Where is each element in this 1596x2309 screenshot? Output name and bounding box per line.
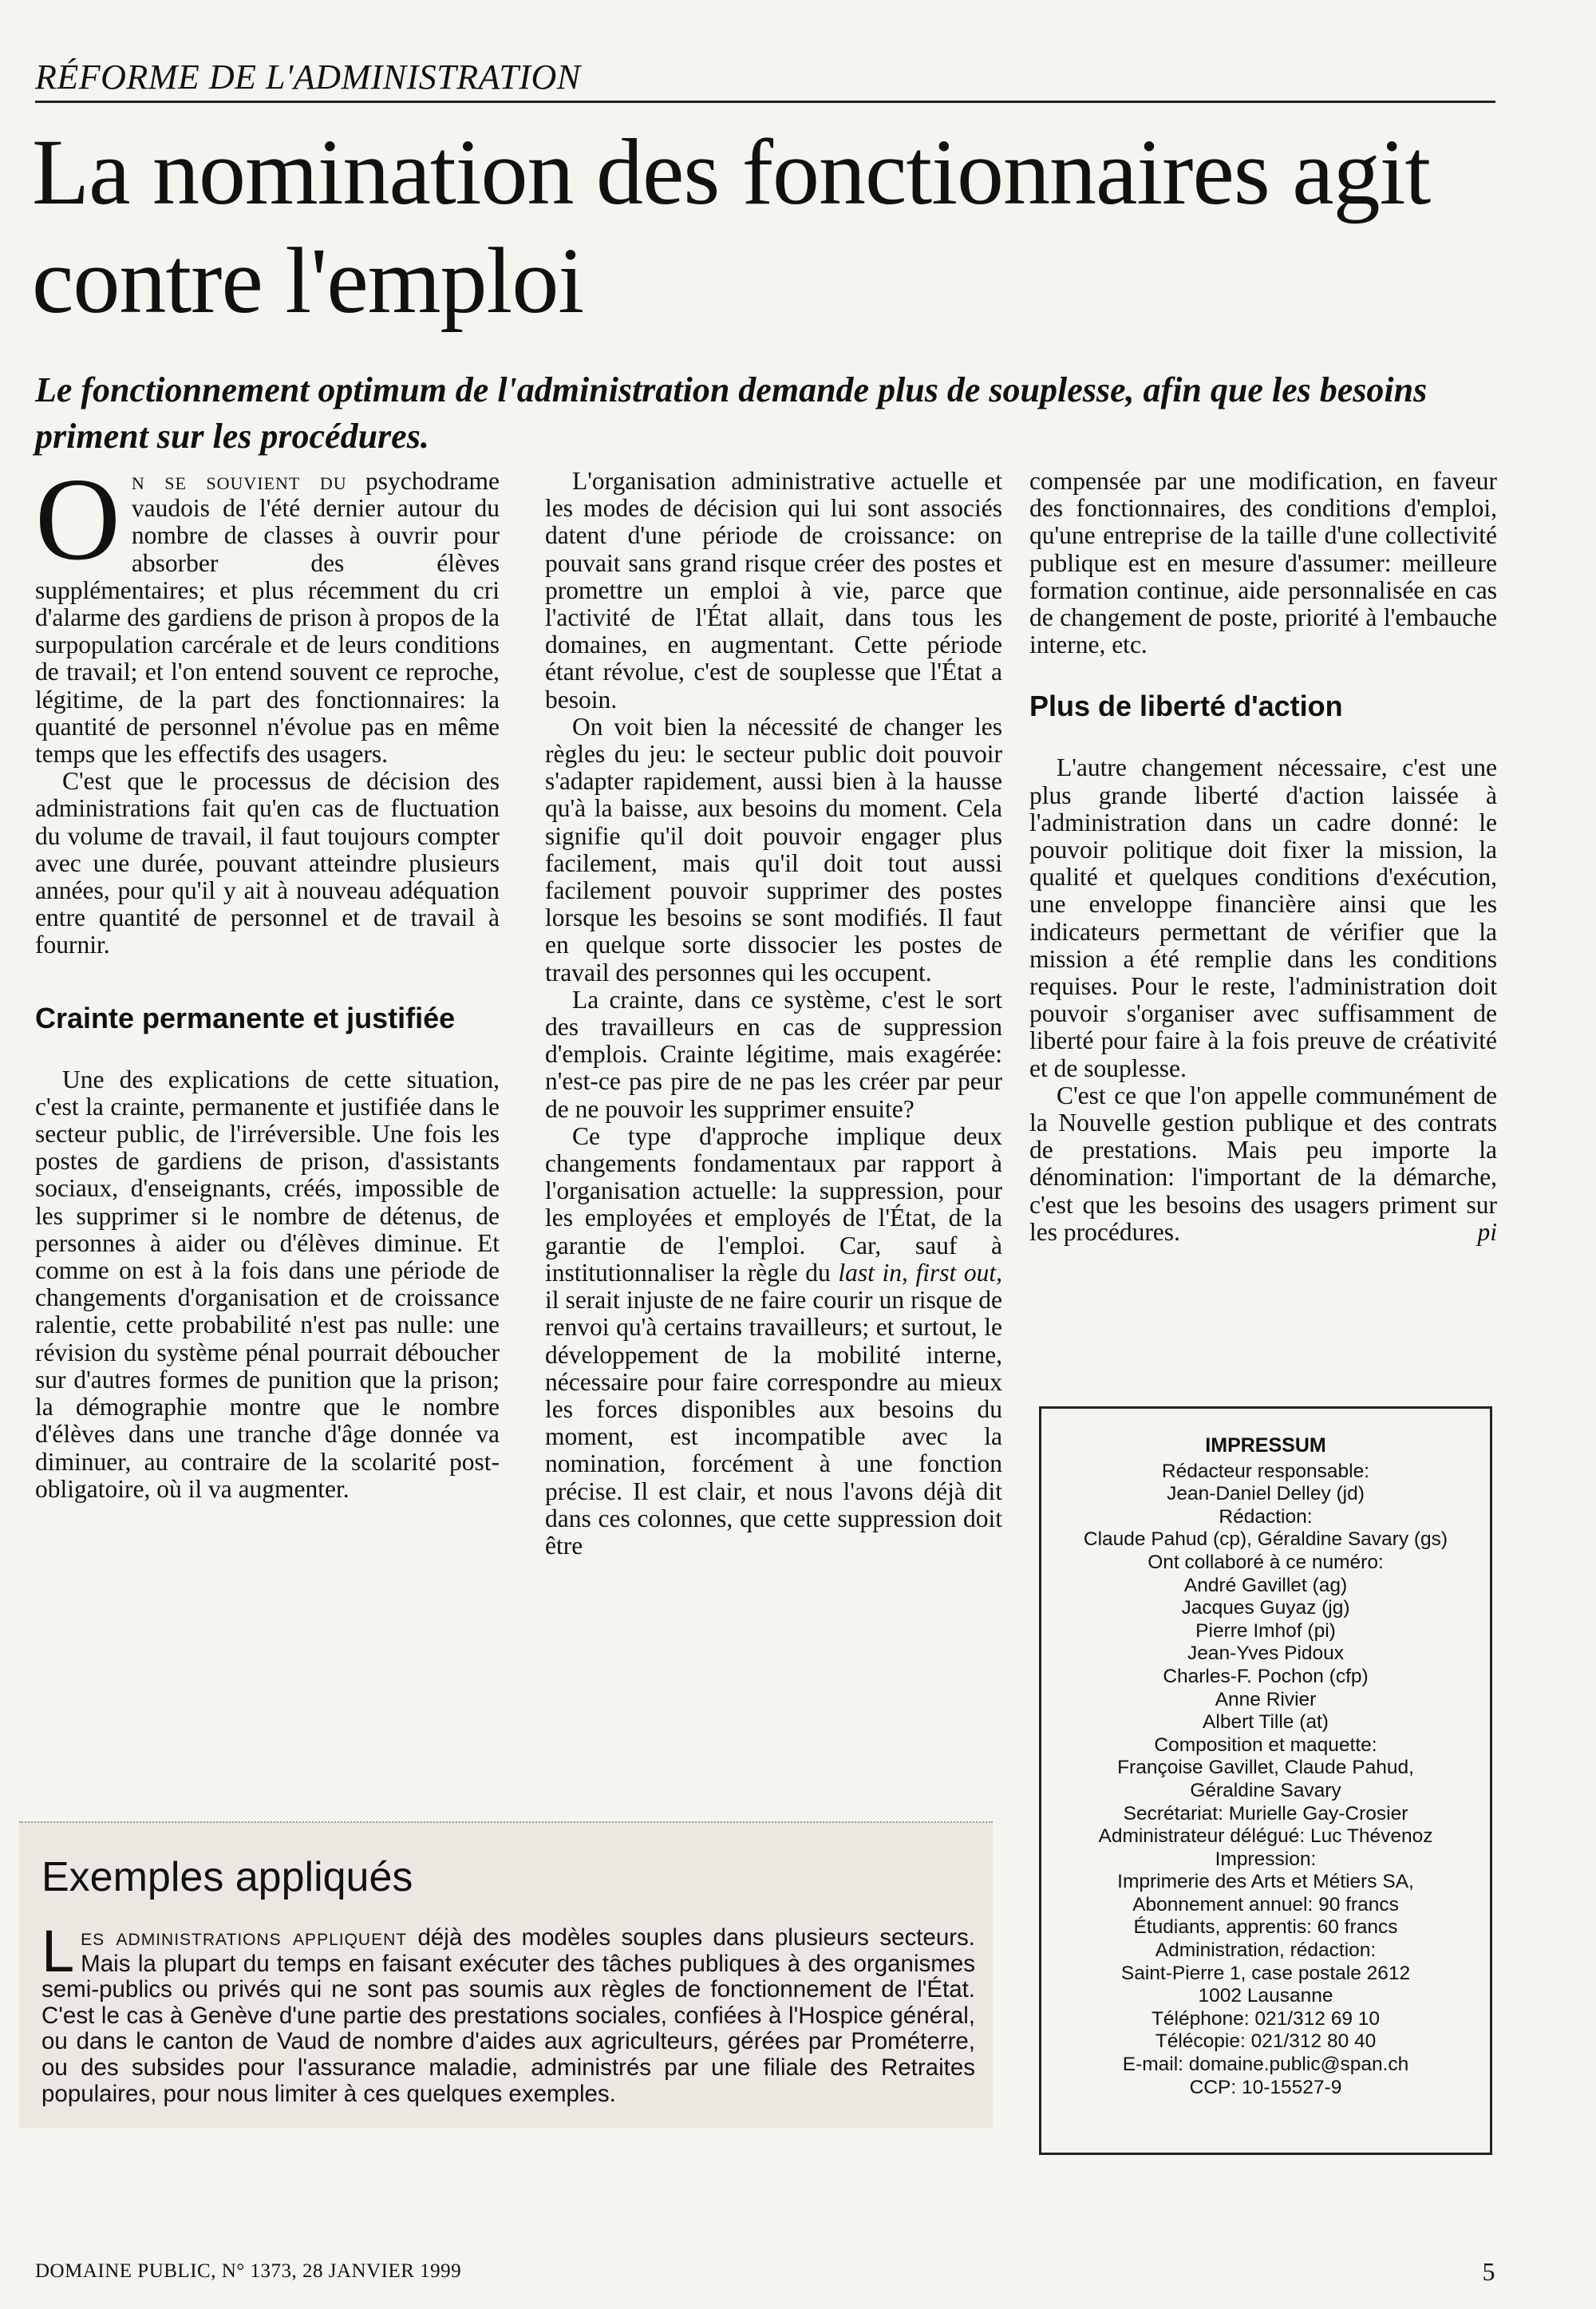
- impressum-line: Géraldine Savary: [1190, 1779, 1341, 1801]
- impressum-line: Jean-Yves Pidoux: [1187, 1643, 1345, 1665]
- paragraph-text: il serait injuste de ne faire courir un risque de renvoi qu'à certains travailleurs; et surtout, le développement de la mobilité interne, nécessaire pour faire correspondre au mieux les forces disponibles aux besoins du moment, est incompatible avec la nomination, forcément à une fonction précise. Il est clair, et nous l'avons déjà dit dans ces colonnes, que cette suppression doit être: [545, 1286, 1002, 1560]
- drop-cap: O: [35, 454, 120, 585]
- impressum-line: Administration, rédaction:: [1155, 1939, 1377, 1962]
- article-column-1: [35, 454, 500, 1503]
- paragraph-text: Ce type d'approche implique deux changements fondamentaux par rapport à l'organisation actuelle: la suppression, pour les employées et employés de l'État, de la garantie de l'emploi. Car, sauf à institutionnaliser la règle du: [545, 1121, 1002, 1287]
- article-headline: La nomination des fonctionnaires agit contre l'emploi: [32, 120, 1431, 333]
- impressum-line: Téléphone: 021/312 69 10: [1151, 2007, 1381, 2030]
- impressum-lines: [1041, 1461, 1490, 2100]
- page-number: 5: [1482, 2257, 1495, 2286]
- paragraph: C'est que le processus de décision des administrations fait qu'en cas de fluctuation du volume de travail, il faut toujours compter avec une durée, pouvant atteindre plusieurs années, pour qu'il y ait à nouveau adéquation entre quantité de personnel et de travail à fournir.: [35, 767, 500, 959]
- section-rubric: RÉFORME DE L'ADMINISTRATION: [35, 57, 1495, 103]
- paragraph-text: C'est ce que l'on appelle communément de la Nouvelle gestion publique et des contrats de prestations. Mais peu importe la dénomination: l'important de la démarche, c'est que les besoins des usagers priment sur les procédures.: [1029, 1081, 1497, 1246]
- impressum-line: André Gavillet (ag): [1183, 1574, 1348, 1596]
- paragraph: [1029, 1082, 1497, 1246]
- box-title: Exemples appliqués: [41, 1854, 413, 1900]
- impressum-line: Pierre Imhof (pi): [1195, 1619, 1336, 1642]
- publication-info: DOMAINE PUBLIC, N° 1373, 28 JANVIER 1999: [35, 2260, 462, 2282]
- impressum-line: Composition et maquette:: [1154, 1734, 1377, 1756]
- article-subtitle: Le fonctionnement optimum de l'administration demande plus de souplesse, afin que les besoins priment sur les procédures.: [35, 370, 1428, 456]
- impressum-line: Imprimerie des Arts et Métiers SA,: [1117, 1871, 1414, 1893]
- drop-cap: L: [41, 1918, 75, 1984]
- italic-phrase: last in, first out,: [838, 1258, 1002, 1287]
- impressum-line: 1002 Lausanne: [1198, 1985, 1333, 2007]
- paragraph-text: psychodrame vaudois de l'été dernier autour du nombre de classes à ouvrir pour absorber des élèves supplémentaires; et plus récemment du cri d'alarme des gardiens de prison à propos de la surpopulation carcérale et de leurs conditions de travail; et l'on entend souvent ce reproche, légitime, de la part des fonctionnaires: la quantité de personnel n'évolue pas en même temps que les effectifs des usagers.: [35, 467, 500, 769]
- paragraph: [35, 454, 500, 769]
- impressum-line[interactable]: E-mail: domaine.public@span.ch: [1122, 2054, 1409, 2076]
- impressum-line: Rédaction:: [1219, 1505, 1313, 1528]
- paragraph: On voit bien la nécessité de changer les règles du jeu: le secteur public doit pouvoir s'adapter rapidement, aussi bien à la hausse qu'à la baisse, aux besoins du moment. Cela signifie qu'il doit pouvoir engager plus facilement, mais qu'il doit tout aussi facilement pouvoir supprimer des postes lorsque les besoins se sont modifiés. Il faut en quelque sorte dissocier les postes de travail des personnes qui les occupent.: [545, 712, 1002, 986]
- subheading: Crainte permanente et justifiée: [35, 1001, 456, 1034]
- impressum-title: IMPRESSUM: [1205, 1434, 1326, 1457]
- impressum-line: Saint-Pierre 1, case postale 2612: [1120, 1962, 1411, 1984]
- impressum-line: Jean-Daniel Delley (jd): [1167, 1483, 1365, 1505]
- box-text: [41, 1918, 975, 2107]
- paragraph: compensée par une modification, en faveur des fonctionnaires, des conditions d'emploi, qu'une entreprise de la taille d'une collectivité publique est en mesure d'assumer: meilleure formation continue, aide personnalisée en cas de changement de poste, priorité à l'embauche interne, etc.: [1029, 467, 1497, 659]
- impressum-line: Télécopie: 021/312 80 40: [1155, 2030, 1377, 2053]
- paragraph: [545, 1123, 1002, 1560]
- lead-in: n se souvient du: [131, 467, 347, 495]
- impressum-line: Anne Rivier: [1215, 1688, 1317, 1710]
- article-column-2: [545, 468, 1002, 1560]
- page-footer: [35, 2257, 1495, 2286]
- impressum-line: Françoise Gavillet, Claude Pahud,: [1117, 1757, 1414, 1779]
- article-column-3: [1029, 468, 1497, 1246]
- subheading: Plus de liberté d'action: [1029, 690, 1343, 723]
- paragraph-text: déjà des modèles souples dans plusieurs secteurs. Mais la plupart du temps en faisant exécuter des tâches publiques à des organismes semi-publics ou privés qui ne sont pas soumis aux règles de fonctionnement de l'État. C'est le cas à Genève d'une partie des prestations sociales, confiées à l'Hospice général, ou dans le canton de Vaud de nombre d'aides aux agriculteurs, gérées par Prométerre, ou des subsides pour l'assurance maladie, administrés par une filiale des Retraites populaires, pour nous limiter à ces quelques exemples.: [41, 1924, 975, 2107]
- paragraph: L'organisation administrative actuelle et les modes de décision qui lui sont associés datent d'une période de croissance: on pouvait sans grand risque créer des postes et promettre un emploi à vie, parce que l'activité de l'État allait, dans tous les domaines, en augmentant. Cette période étant révolue, c'est de souplesse que l'État a besoin.: [545, 467, 1002, 714]
- impressum-line: Abonnement annuel: 90 francs: [1132, 1893, 1399, 1916]
- impressum-box: [1039, 1406, 1492, 2155]
- lead-in: es administrations appliquent: [81, 1924, 408, 1951]
- paragraph: L'autre changement nécessaire, c'est une plus grande liberté d'action laissée à l'administration dans un cadre donné: le pouvoir politique doit fixer la mission, la qualité et quelques conditions d'exécution, une enveloppe financière ainsi que les indicateurs permettant de vérifier que la mission a été remplie dans les conditions requises. Pour le reste, l'administration doit pouvoir s'organiser avec suffisamment de liberté pour faire à la fois preuve de créativité et de souplesse.: [1029, 753, 1497, 1082]
- impressum-line: Jacques Guyaz (jg): [1181, 1597, 1350, 1619]
- impressum-line: Claude Pahud (cp), Géraldine Savary (gs): [1083, 1528, 1448, 1551]
- paragraph: La crainte, dans ce système, c'est le sort des travailleurs en cas de suppression d'emplois. Crainte légitime, mais exagérée: n'est-ce pas pire de ne pas les créer par peur de ne pouvoir les supprimer ensuite?: [545, 985, 1002, 1123]
- impressum-line: Rédacteur responsable:: [1161, 1460, 1370, 1482]
- impressum-line: CCP: 10-15527-9: [1189, 2076, 1342, 2098]
- impressum-line: Charles-F. Pochon (cfp): [1163, 1665, 1369, 1687]
- impressum-line: Administrateur délégué: Luc Thévenoz: [1098, 1825, 1433, 1848]
- author-signature: pi: [1477, 1217, 1497, 1246]
- impressum-line: Secrétariat: Murielle Gay-Crosier: [1123, 1802, 1408, 1825]
- impressum-line: Ont collaboré à ce numéro:: [1148, 1551, 1384, 1573]
- impressum-line: Impression:: [1215, 1848, 1317, 1870]
- impressum-line: Étudiants, apprentis: 60 francs: [1133, 1916, 1398, 1939]
- paragraph: Une des explications de cette situation, c'est la crainte, permanente et justifiée dans le secteur public, de l'irréversible. Une fois les postes de gardiens de prison, d'assistants sociaux, d'enseignants, créés, impossible de les supprimer si le nombre de détenus, de personnes à aider ou d'élèves diminue. Et comme on est à la fois dans une période de changements d'organisation et de croissance ralentie, cette probabilité n'est pas nulle: une révision du système pénal pourrait déboucher sur d'autres formes de punition que la prison; la démographie montre que le nombre d'élèves dans une tranche d'âge donnée va diminuer, au contraire de la scolarité post-obligatoire, où il va augmenter.: [35, 1065, 500, 1503]
- impressum-line: Albert Tille (at): [1203, 1711, 1329, 1734]
